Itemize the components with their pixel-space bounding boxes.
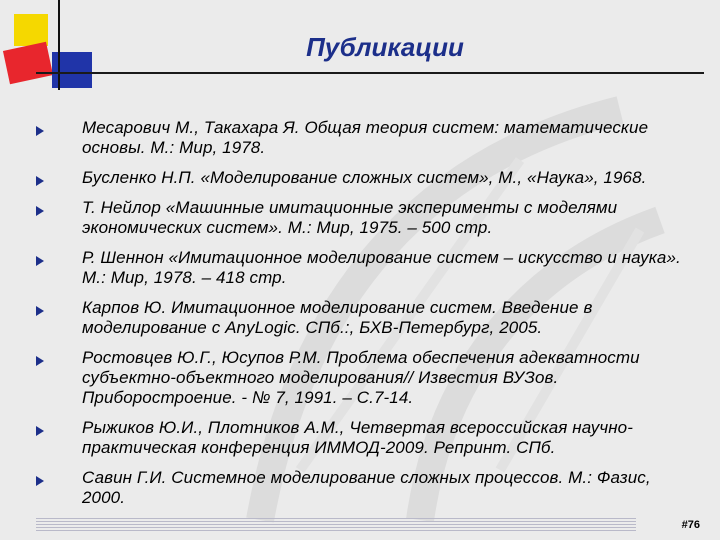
publication-text: Т. Нейлор «Машинные имитационные эксперименты с моделями экономических систем». М.: Мир, 1975. – 500 стр. [82, 198, 618, 237]
list-item [36, 198, 696, 238]
list-item [36, 468, 696, 508]
bullet-icon [36, 256, 44, 266]
publication-text: Месарович М., Такахара Я. Общая теория систем: математические основы. М.: Мир, 1978. [82, 118, 649, 157]
publication-text: Ростовцев Ю.Г., Юсупов Р.М. Проблема обеспечения адекватности субъектно-объектного моделирования// Известия ВУЗов. Приборостроение. - № 7, 1991. – С.7-14. [82, 348, 640, 407]
footer-stripes [36, 518, 636, 532]
list-item [36, 418, 696, 458]
publication-text: Бусленко Н.П. «Моделирование сложных систем», М., «Наука», 1968. [82, 168, 647, 187]
list-item [36, 298, 696, 338]
bullet-icon [36, 356, 44, 366]
bullet-icon [36, 206, 44, 216]
list-item [36, 248, 696, 288]
bullet-icon [36, 176, 44, 186]
bullet-icon [36, 306, 44, 316]
list-item [36, 118, 696, 158]
publication-text: Р. Шеннон «Имитационное моделирование систем – искусство и наука». М.: Мир, 1978. – 418 стр. [82, 248, 681, 287]
page-number: #76 [681, 519, 700, 531]
list-item [36, 168, 696, 188]
title-divider [36, 72, 704, 74]
page-title: Публикации [306, 32, 464, 62]
bullet-icon [36, 426, 44, 436]
publication-text: Рыжиков Ю.И., Плотников А.М., Четвертая всероссийская научно-практическая конференция ИММОД-2009. Репринт. СПб. [82, 418, 633, 457]
publication-text: Карпов Ю. Имитационное моделирование систем. Введение в моделирование с AnyLogic. СПб.:, БХВ-Петербург, 2005. [82, 298, 593, 337]
bullet-icon [36, 126, 44, 136]
bullet-icon [36, 476, 44, 486]
logo-squares [0, 0, 110, 90]
publication-list [36, 118, 696, 518]
list-item [36, 348, 696, 408]
publication-text: Савин Г.И. Системное моделирование сложных процессов. М.: Фазис, 2000. [82, 468, 651, 507]
